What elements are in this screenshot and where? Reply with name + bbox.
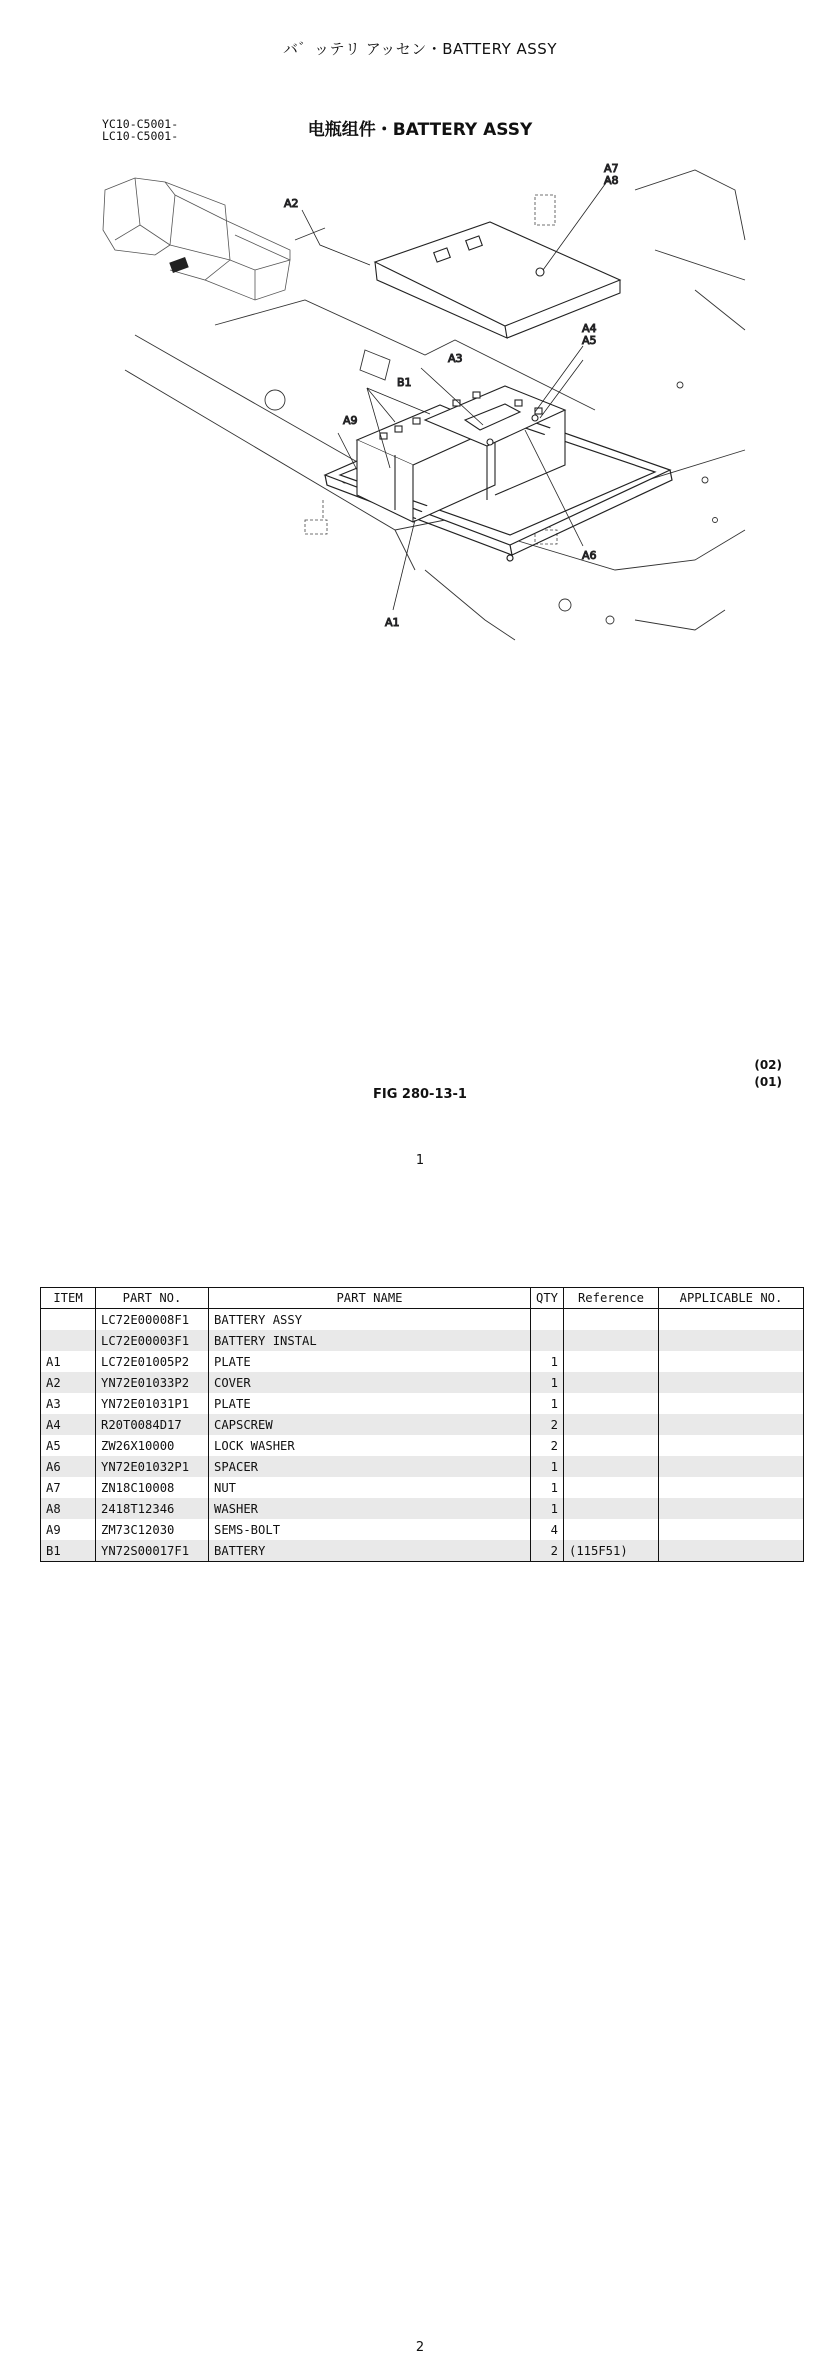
cell-reference (564, 1456, 659, 1477)
cell-reference (564, 1351, 659, 1372)
cell-applicable-no (659, 1540, 804, 1562)
callout-b1: B1 (397, 376, 412, 389)
cell-reference (564, 1435, 659, 1456)
cell-part-name: SEMS-BOLT (209, 1519, 531, 1540)
cell-part-no: YN72E01032P1 (96, 1456, 209, 1477)
figure-title: 电瓶组件・BATTERY ASSY (307, 120, 533, 140)
cell-reference (564, 1393, 659, 1414)
cell-applicable-no (659, 1435, 804, 1456)
cell-reference: (115F51) (564, 1540, 659, 1562)
cell-qty: 2 (531, 1414, 564, 1435)
callout-a9: A9 (343, 414, 358, 427)
cell-part-name: NUT (209, 1477, 531, 1498)
cell-part-name: COVER (209, 1372, 531, 1393)
battery-assembly-diagram (95, 150, 755, 670)
cell-item: A9 (41, 1519, 96, 1540)
cell-reference (564, 1477, 659, 1498)
callout-a2: A2 (284, 197, 299, 210)
model-code-1: YC10-C5001- (102, 117, 179, 131)
cell-qty: 2 (531, 1540, 564, 1562)
cell-item: A2 (41, 1372, 96, 1393)
cell-applicable-no (659, 1351, 804, 1372)
cell-part-no: ZW26X10000 (96, 1435, 209, 1456)
table-header-row (41, 1288, 804, 1309)
page-header-title: バ゛ッテリ アッセン・BATTERY ASSY (282, 40, 557, 58)
cell-qty: 1 (531, 1456, 564, 1477)
cell-item: A7 (41, 1477, 96, 1498)
callout-a5: A5 (582, 334, 597, 347)
table-row (41, 1372, 804, 1393)
header-reference: Reference (564, 1288, 659, 1309)
cell-part-name: WASHER (209, 1498, 531, 1519)
header-item: ITEM (41, 1288, 96, 1309)
callout-a8: A8 (604, 174, 619, 187)
cell-part-no: YN72E01033P2 (96, 1372, 209, 1393)
cell-qty (531, 1309, 564, 1331)
header-part-no: PART NO. (96, 1288, 209, 1309)
model-code-2: LC10-C5001- (102, 129, 179, 143)
parts-table-body (41, 1309, 804, 1562)
cell-part-name: SPACER (209, 1456, 531, 1477)
cell-item: A8 (41, 1498, 96, 1519)
cell-reference (564, 1414, 659, 1435)
callout-a7: A7 (604, 162, 619, 175)
cell-part-no: ZM73C12030 (96, 1519, 209, 1540)
figure-sheet-number: 1 (415, 1153, 425, 1168)
header-part-name: PART NAME (209, 1288, 531, 1309)
cell-part-no: ZN18C10008 (96, 1477, 209, 1498)
header-applicable-no: APPLICABLE NO. (659, 1288, 804, 1309)
machine-inset-illustration (103, 178, 290, 300)
callout-a6: A6 (582, 549, 597, 562)
table-row (41, 1330, 804, 1351)
cell-applicable-no (659, 1519, 804, 1540)
cell-qty: 1 (531, 1351, 564, 1372)
cell-item: A6 (41, 1456, 96, 1477)
cell-reference (564, 1519, 659, 1540)
parts-table (40, 1287, 804, 1562)
cell-reference (564, 1309, 659, 1331)
cell-item: A5 (41, 1435, 96, 1456)
cell-qty: 1 (531, 1372, 564, 1393)
figure-caption: FIG 280-13-1 (373, 1087, 467, 1102)
cell-item: A4 (41, 1414, 96, 1435)
cell-part-name: BATTERY ASSY (209, 1309, 531, 1331)
callout-a4: A4 (582, 322, 597, 335)
cell-part-no: LC72E00008F1 (96, 1309, 209, 1331)
table-row (41, 1435, 804, 1456)
revision-mark-01: (01) (754, 1075, 782, 1089)
cell-reference (564, 1498, 659, 1519)
header-qty: QTY (531, 1288, 564, 1309)
page-number: 2 (415, 2340, 425, 2355)
cell-qty (531, 1330, 564, 1351)
callout-a1: A1 (385, 616, 400, 629)
cell-part-name: PLATE (209, 1351, 531, 1372)
cell-reference (564, 1330, 659, 1351)
cell-item: B1 (41, 1540, 96, 1562)
table-row (41, 1414, 804, 1435)
cell-part-name: CAPSCREW (209, 1414, 531, 1435)
cell-applicable-no (659, 1330, 804, 1351)
cell-item: A1 (41, 1351, 96, 1372)
cell-applicable-no (659, 1498, 804, 1519)
cell-qty: 2 (531, 1435, 564, 1456)
cell-part-name: LOCK WASHER (209, 1435, 531, 1456)
callout-a3: A3 (448, 352, 463, 365)
cell-applicable-no (659, 1393, 804, 1414)
cell-item (41, 1330, 96, 1351)
cell-item: A3 (41, 1393, 96, 1414)
table-row (41, 1498, 804, 1519)
cell-qty: 1 (531, 1498, 564, 1519)
cell-part-name: PLATE (209, 1393, 531, 1414)
cell-item (41, 1309, 96, 1331)
cell-applicable-no (659, 1477, 804, 1498)
revision-mark-02: (02) (754, 1058, 782, 1072)
cell-applicable-no (659, 1309, 804, 1331)
table-row (41, 1309, 804, 1331)
table-row (41, 1519, 804, 1540)
cell-qty: 4 (531, 1519, 564, 1540)
cell-part-no: YN72E01031P1 (96, 1393, 209, 1414)
cell-applicable-no (659, 1414, 804, 1435)
table-row (41, 1540, 804, 1562)
cell-part-name: BATTERY INSTAL (209, 1330, 531, 1351)
cell-applicable-no (659, 1372, 804, 1393)
table-row (41, 1351, 804, 1372)
cell-applicable-no (659, 1456, 804, 1477)
cell-part-no: LC72E00003F1 (96, 1330, 209, 1351)
cell-qty: 1 (531, 1393, 564, 1414)
cell-part-no: YN72S00017F1 (96, 1540, 209, 1562)
table-row (41, 1393, 804, 1414)
cell-part-no: 2418T12346 (96, 1498, 209, 1519)
table-row (41, 1456, 804, 1477)
table-row (41, 1477, 804, 1498)
cell-part-no: LC72E01005P2 (96, 1351, 209, 1372)
cell-part-no: R20T0084D17 (96, 1414, 209, 1435)
cell-reference (564, 1372, 659, 1393)
cell-part-name: BATTERY (209, 1540, 531, 1562)
cell-qty: 1 (531, 1477, 564, 1498)
